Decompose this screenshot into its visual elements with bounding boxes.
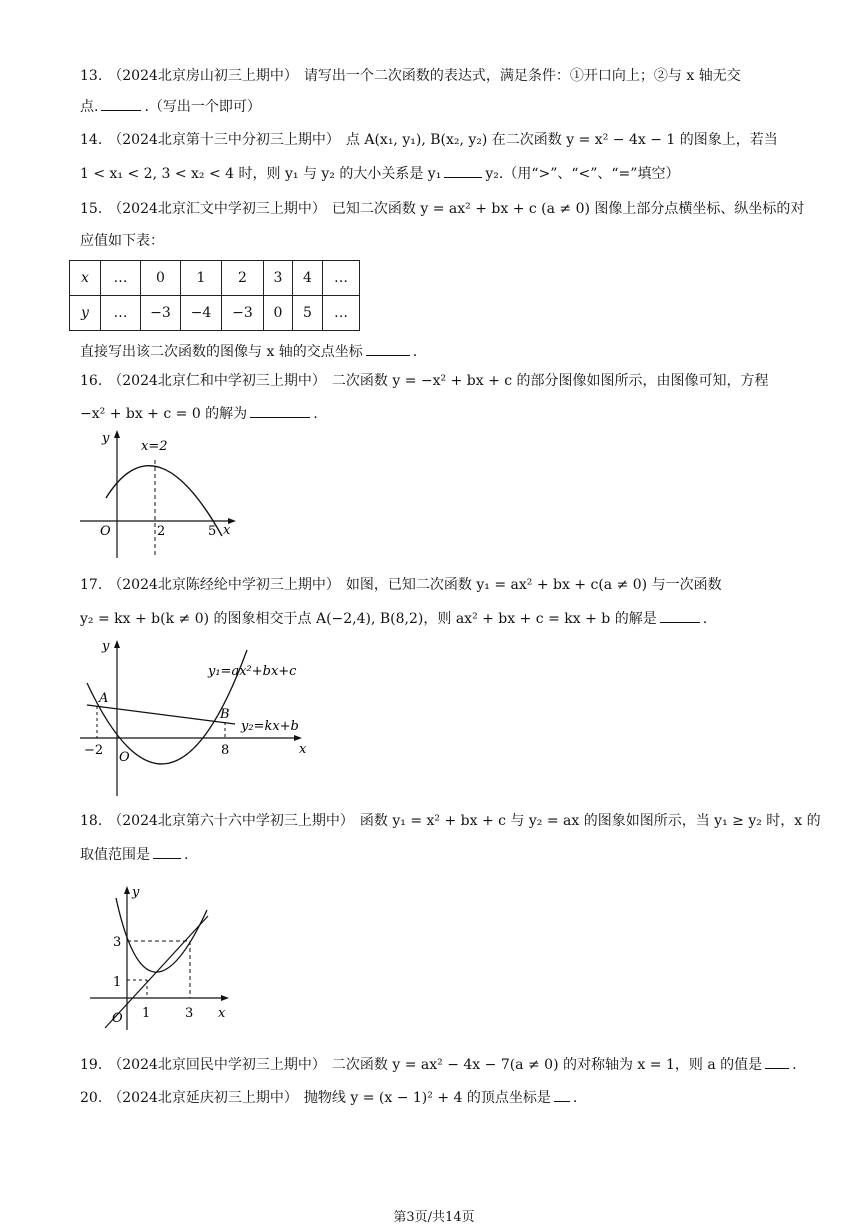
q17-source: （2024北京陈经纶中学初三上期中） — [108, 577, 340, 593]
q17-line — [87, 705, 235, 724]
q15-text-a: 直接写出该二次函数的图像与 x 轴的交点坐标 — [80, 344, 363, 360]
q17-line1 — [80, 575, 722, 595]
q16-answer-blank[interactable] — [250, 403, 310, 418]
q16-origin-label: O — [100, 524, 111, 539]
table-header-y: y — [70, 296, 101, 331]
q17-number: 17. — [80, 577, 103, 593]
table-cell: −4 — [181, 296, 222, 331]
q18-parabola — [116, 898, 207, 972]
q18-text-a: 取值范围是 — [80, 847, 150, 863]
table-row-x — [70, 261, 360, 296]
q18-text-b: . — [184, 847, 189, 863]
q20-line — [80, 1087, 577, 1108]
q18-text: 函数 y₁ = x² + bx + c 与 y₂ = ax 的图象如图所示，当 y₁ ≥ y₂ 时，x 的 — [359, 813, 821, 829]
q17-line-label: y₂=kx+b — [241, 719, 299, 734]
q17-tick-minus2: −2 — [84, 743, 104, 758]
q13-text-b: .（写出一个即可） — [144, 99, 261, 115]
q18-number: 18. — [80, 813, 103, 829]
q14-line2 — [80, 163, 679, 184]
q15-text-b: . — [412, 344, 418, 360]
q18-x-tick-1: 1 — [142, 1006, 151, 1021]
q18-x-arrow — [221, 995, 229, 1001]
q16-text: 二次函数 y = −x² + bx + c 的部分图像如图所示，由图像可知，方程 — [331, 373, 769, 389]
q15-text: 已知二次函数 y = ax² + bx + c (a ≠ 0) 图像上部分点横坐标、纵坐标的对 — [331, 201, 805, 217]
q14-text-b: y₂.（用“>”、“<”、“=”填空） — [485, 166, 680, 182]
q14-source: （2024北京第十三中分初三上期中） — [108, 132, 340, 148]
q13-number: 13. — [80, 68, 103, 84]
q18-line1 — [80, 811, 821, 831]
q20-text-a: 抛物线 y = (x − 1)² + 4 的顶点坐标是 — [303, 1090, 551, 1106]
table-cell: 2 — [222, 261, 264, 296]
q15-line3 — [80, 341, 417, 362]
q20-text-b: . — [572, 1090, 578, 1106]
q18-y-tick-3: 3 — [113, 935, 122, 950]
q16-text-b: . — [313, 406, 318, 422]
q13-answer-blank[interactable] — [101, 96, 141, 111]
q18-source: （2024北京第六十六中学初三上期中） — [108, 813, 354, 829]
q13-text: 请写出一个二次函数的表达式，满足条件：①开口向上；②与 x 轴无交 — [303, 68, 741, 84]
q15-line1 — [80, 199, 804, 219]
q13-source: （2024北京房山初三上期中） — [108, 68, 298, 84]
q14-text-a: 1 < x₁ < 2, 3 < x₂ < 4 时，则 y₁ 与 y₂ 的大小关系是 y₁ — [80, 166, 442, 182]
q20-number: 20. — [80, 1090, 103, 1106]
q17-y-label: y — [102, 639, 110, 654]
table-cell: … — [323, 261, 360, 296]
table-cell: 4 — [293, 261, 323, 296]
q16-graph — [70, 428, 250, 563]
q17-y-arrow — [114, 640, 120, 648]
q15-number: 15. — [80, 201, 103, 217]
table-cell: 3 — [264, 261, 293, 296]
q19-text-a: 二次函数 y = ax² − 4x − 7(a ≠ 0) 的对称轴为 x = 1，则 a 的值是 — [331, 1057, 763, 1073]
q13-text-a: 点. — [80, 99, 99, 115]
q17-point-a-label: A — [99, 691, 109, 706]
q13-line2 — [80, 96, 261, 117]
q14-answer-blank[interactable] — [444, 163, 482, 178]
q16-y-label: y — [102, 431, 110, 446]
q16-y-arrow — [114, 430, 120, 438]
q20-answer-blank[interactable] — [554, 1087, 570, 1102]
table-cell: … — [101, 261, 141, 296]
table-cell: −3 — [141, 296, 181, 331]
q18-y-label: y — [132, 885, 140, 900]
q16-x-label: x — [223, 523, 231, 538]
q19-answer-blank[interactable] — [765, 1054, 789, 1069]
q17-tick-8: 8 — [221, 743, 230, 758]
q16-symmetry-label: x=2 — [141, 439, 168, 454]
q17-text-b: . — [702, 611, 708, 627]
q14-text: 点 A(x₁, y₁), B(x₂, y₂) 在二次函数 y = x² − 4x − 1 的图象上，若当 — [345, 132, 778, 148]
q15-value-table — [69, 260, 360, 331]
q17-line2 — [80, 608, 707, 629]
q16-line2 — [80, 403, 318, 424]
q18-y-arrow — [124, 886, 130, 894]
q16-text-a: −x² + bx + c = 0 的解为 — [80, 406, 248, 422]
q17-x-arrow — [294, 735, 302, 741]
q16-source: （2024北京仁和中学初三上期中） — [108, 373, 326, 389]
q14-line1 — [80, 130, 778, 150]
q18-x-label: x — [218, 1006, 226, 1021]
q16-tick-2: 2 — [157, 524, 166, 539]
q17-text: 如图，已知二次函数 y₁ = ax² + bx + c(a ≠ 0) 与一次函数 — [345, 577, 722, 593]
q17-curve-label: y₁=ax²+bx+c — [208, 664, 297, 679]
q17-graph — [75, 630, 315, 798]
q13-line1 — [80, 66, 741, 86]
table-row-y — [70, 296, 360, 331]
q19-number: 19. — [80, 1057, 103, 1073]
table-cell: … — [101, 296, 141, 331]
q17-answer-blank[interactable] — [660, 608, 700, 623]
page-footer: 第3页/共14页 — [393, 1210, 475, 1225]
table-cell: 0 — [264, 296, 293, 331]
q16-number: 16. — [80, 373, 103, 389]
q15-source: （2024北京汇文中学初三上期中） — [108, 201, 326, 217]
table-cell: 1 — [181, 261, 222, 296]
q14-number: 14. — [80, 132, 103, 148]
q17-x-label: x — [299, 742, 307, 757]
table-cell: … — [323, 296, 360, 331]
q19-text-b: . — [792, 1057, 797, 1073]
q18-x-tick-3: 3 — [185, 1006, 194, 1021]
table-header-x: x — [70, 261, 101, 296]
q15-line2: 应值如下表： — [80, 233, 164, 249]
q17-origin-label: O — [119, 750, 130, 765]
q16-line1 — [80, 371, 769, 391]
q15-answer-blank[interactable] — [366, 341, 410, 356]
q18-y-tick-1: 1 — [113, 975, 122, 990]
q19-line — [80, 1054, 797, 1075]
q16-tick-5: 5 — [208, 524, 217, 539]
q19-source: （2024北京回民中学初三上期中） — [108, 1057, 326, 1073]
q17-point-b-label: B — [220, 707, 230, 722]
table-cell: 0 — [141, 261, 181, 296]
q17-text-a: y₂ = kx + b(k ≠ 0) 的图象相交于点 A(−2,4), B(8,2)，则 ax² + bx + c = kx + b 的解是 — [80, 611, 657, 627]
q18-line2 — [80, 844, 188, 865]
table-cell: 5 — [293, 296, 323, 331]
table-cell: −3 — [222, 296, 264, 331]
q20-source: （2024北京延庆初三上期中） — [108, 1090, 298, 1106]
q18-graph — [80, 880, 240, 1040]
q18-answer-blank[interactable] — [153, 844, 181, 859]
q18-origin-label: O — [112, 1011, 123, 1026]
